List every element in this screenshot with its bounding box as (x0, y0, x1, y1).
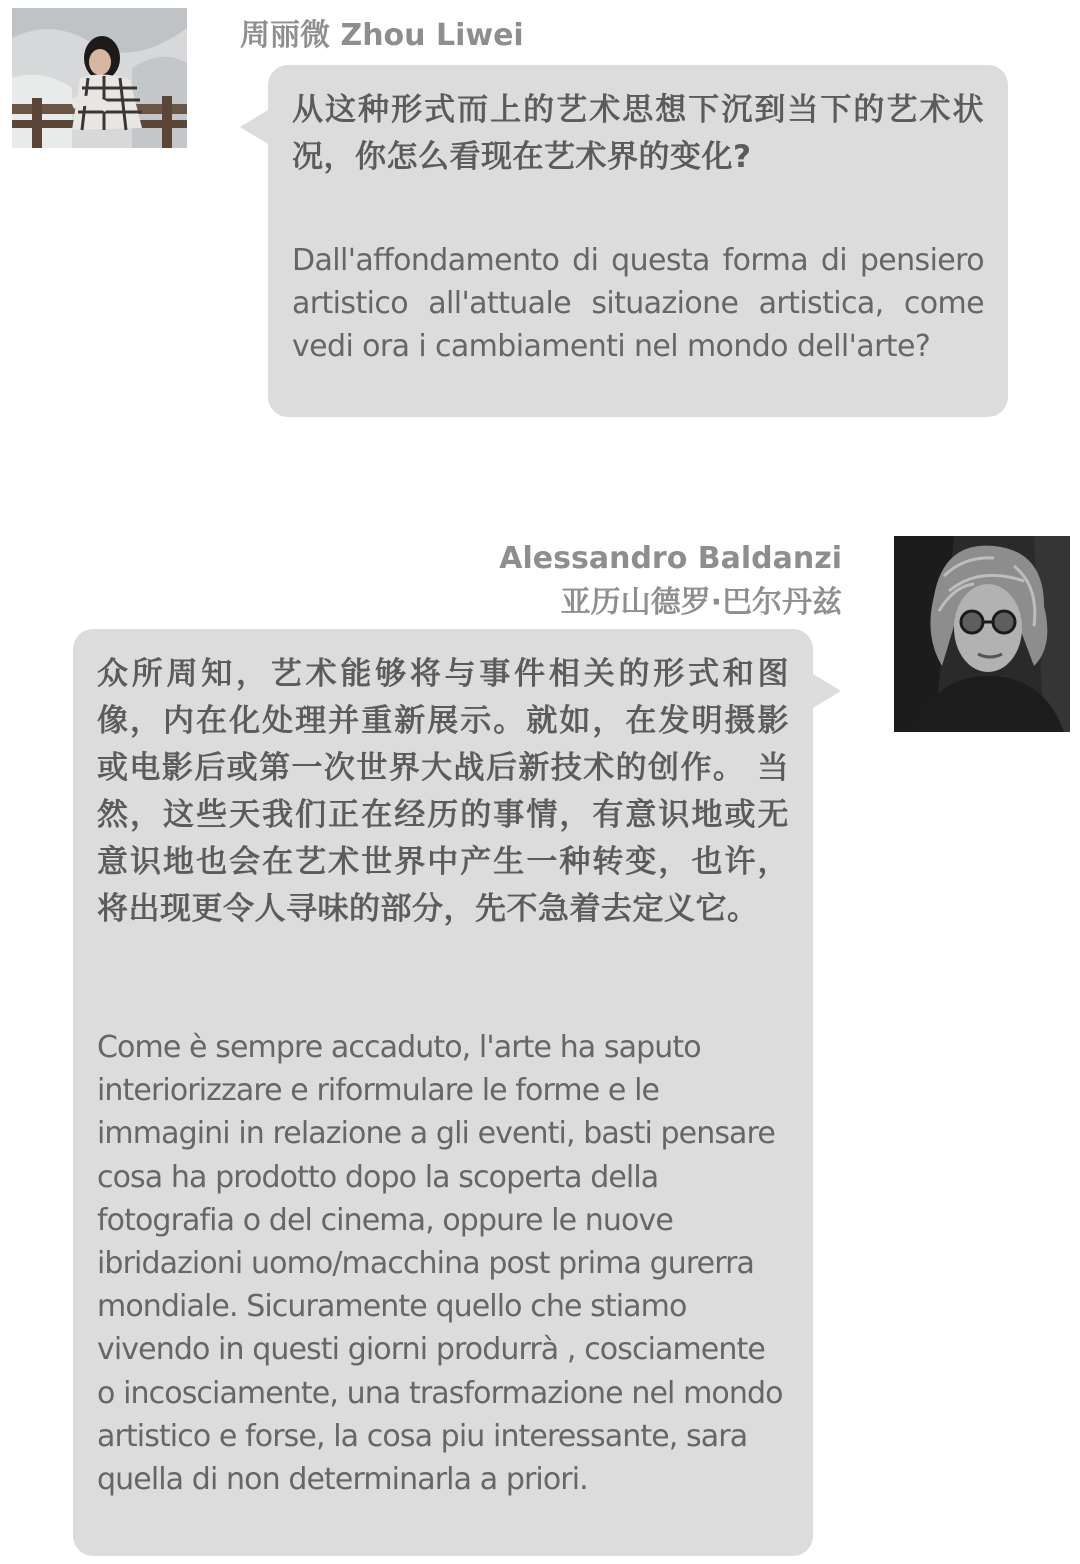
artist-name-latin: Alessandro Baldanzi (499, 541, 842, 576)
answer-chinese: 众所周知，艺术能够将与事件相关的形式和图像，内在化处理并重新展示。就如，在发明摄影或电影后或第一次世界大战后新技术的创作。 当然，这些天我们正在经历的事情，有意识地或无意识地也会在艺术世界中产生一种转变，也许，将出现更令人寻味的部分，先不急着去定义它。 (97, 656, 789, 927)
question-chinese: 从这种形式而上的艺术思想下沉到当下的艺术状况，你怎么看现在艺术界的变化? (292, 92, 984, 175)
answer-italian: Come è sempre accaduto, l'arte ha saputo interiorizzare e riformulare le forme e le immagini in relazione a gli eventi, basti pensare cosa ha prodotto dopo la scoperta della fotografia o del cinema, oppure le nuove ibridazioni uomo/macchina post prima gurerra mondiale. Sicuramente quello che stiamo vivendo in questi giorni produrrà , cosciamente o incosciamente, una trasformazione nel mondo artistico e forse, la cosa piu interessante, sara quella di non determinarla a priori. (97, 1030, 783, 1498)
artist-name-chinese: 亚历山德罗·巴尔丹兹 (560, 585, 842, 620)
interviewer-avatar (12, 8, 187, 148)
question-italian: Dall'affondamento di questa forma di pensiero artistico all'attuale situazione artistica, come vedi ora i cambiamenti nel mondo dell'arte? (292, 243, 984, 365)
answer-bubble-tail (813, 674, 841, 708)
question-bubble-tail (240, 110, 268, 144)
question-bubble (268, 65, 1008, 417)
answer-bubble (73, 629, 813, 1556)
artist-avatar (894, 536, 1070, 732)
person-photo-icon (12, 8, 187, 148)
person-photo-icon (894, 536, 1070, 732)
interviewer-name: 周丽微 Zhou Liwei (240, 18, 524, 53)
artist-name (499, 537, 842, 625)
